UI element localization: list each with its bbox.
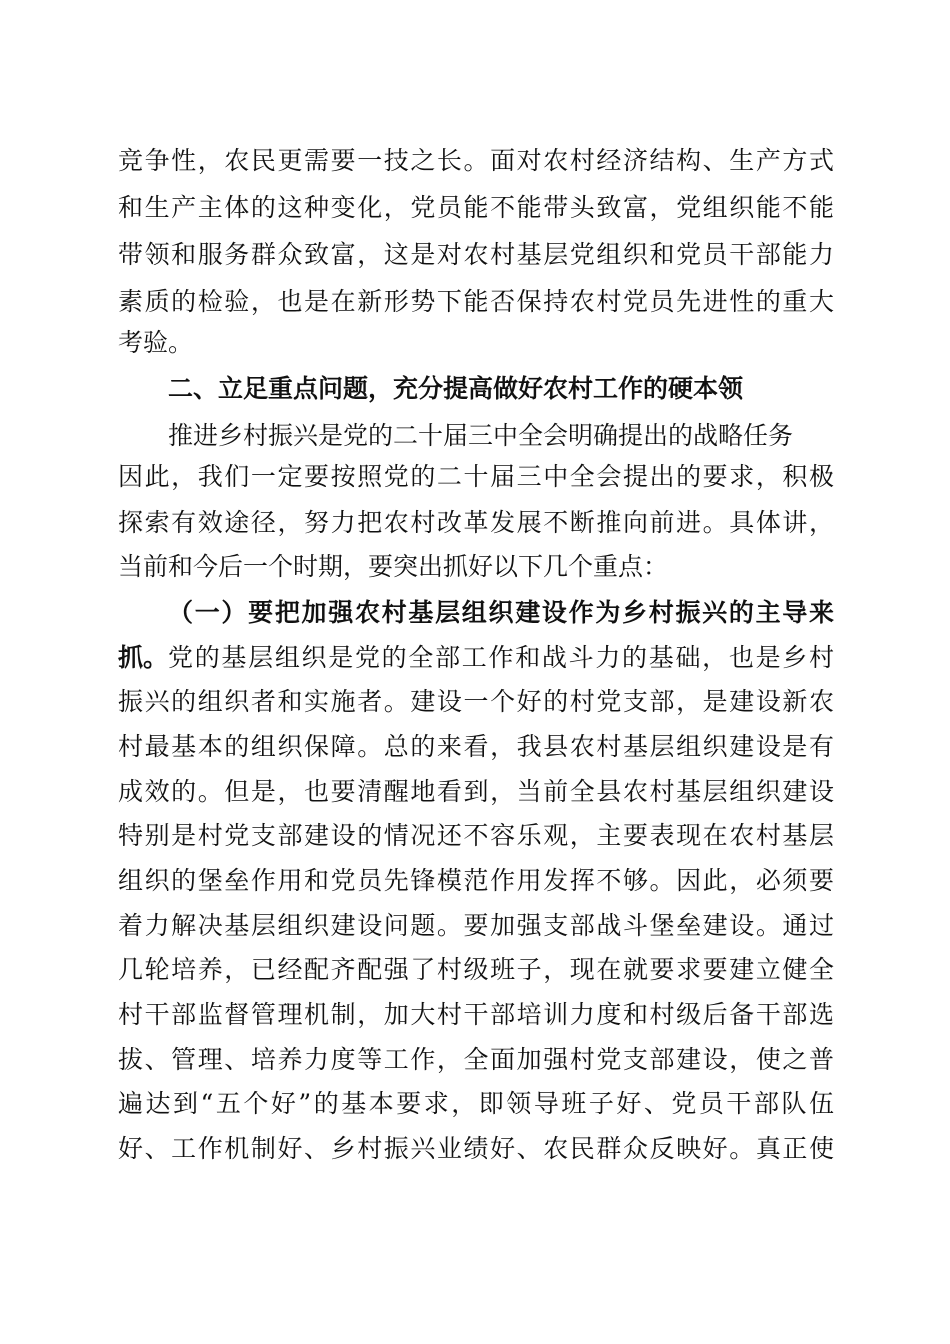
text-line: 考验。 [118,328,194,357]
text-line: 推进乡村振兴是党的二十届三中全会明确提出的战略任务 [168,421,794,450]
text-line: 带领和服务群众致富，这是对农村基层党组织和党员干部能力 [118,240,834,269]
text-line: 遍达到“五个好”的基本要求，即领导班子好、党员干部队伍 [118,1089,834,1118]
text-line: 当前和今后一个时期，要突出抓好以下几个重点： [118,552,669,581]
text-line [118,638,834,678]
text-line: 组织的堡垒作用和党员先锋模范作用发挥不够。因此，必须要 [118,866,834,895]
text-line: 素质的检验，也是在新形势下能否保持农村党员先进性的重大 [118,287,834,316]
text-line: 几轮培养，已经配齐配强了村级班子，现在就要求要建立健全 [118,955,834,984]
section-heading: 二、立足重点问题，充分提高做好农村工作的硬本领 [168,374,744,403]
text-line: 村最基本的组织保障。总的来看，我县农村基层组织建设是有 [118,732,834,761]
text-line: 振兴的组织者和实施者。建设一个好的村党支部，是建设新农 [118,687,834,716]
text-line: 竞争性，农民更需要一技之长。面对农村经济结构、生产方式 [118,146,834,175]
text-line: 探索有效途径，努力把农村改革发展不断推向前进。具体讲， [118,508,834,537]
text-line: 特别是村党支部建设的情况还不容乐观，主要表现在农村基层 [118,821,834,850]
text-line: 因此，我们一定要按照党的二十届三中全会提出的要求，积极 [118,462,834,491]
text-line: 村干部监督管理机制，加大村干部培训力度和村级后备干部选 [118,1000,834,1029]
subsection-heading: （一）要把加强农村基层组织建设作为乡村振兴的主导来 [168,598,834,627]
subsection-heading-end: 抓。 [118,643,169,672]
text-line: 和生产主体的这种变化，党员能不能带头致富，党组织能不能 [118,193,834,222]
text-line: 着力解决基层组织建设问题。要加强支部战斗堡垒建设。通过 [118,911,834,940]
text-line: 拔、管理、培养力度等工作，全面加强村党支部建设，使之普 [118,1045,834,1074]
text-line: 成效的。但是，也要清醒地看到，当前全县农村基层组织建设 [118,777,834,806]
text-line: 好、工作机制好、乡村振兴业绩好、农民群众反映好。真正使 [118,1134,834,1163]
text-span: 党的基层组织是党的全部工作和战斗力的基础，也是乡村 [168,643,834,672]
